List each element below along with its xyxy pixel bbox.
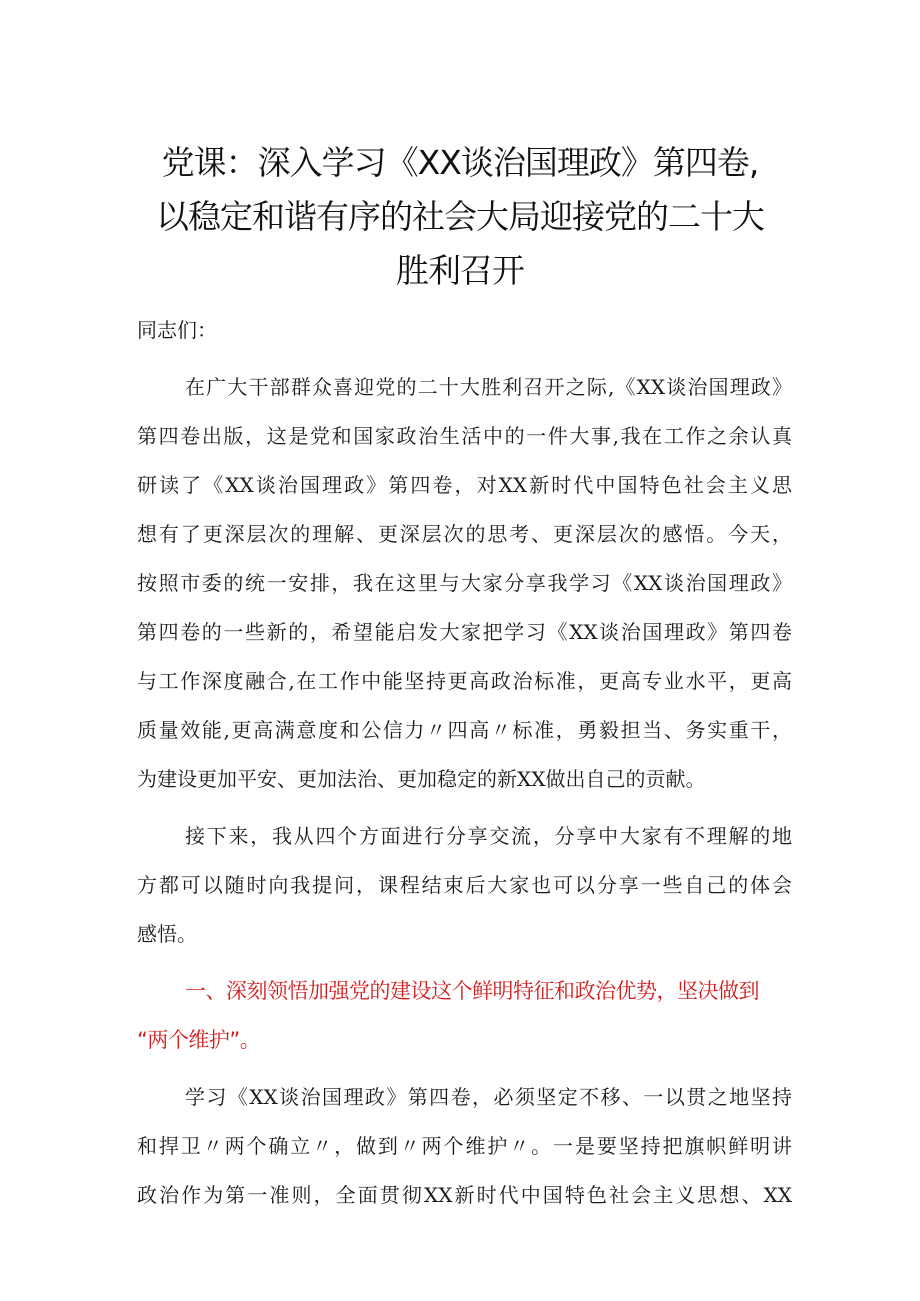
heading-line: “两个维护”。	[137, 1028, 261, 1052]
paragraph-line: 接下来，我从四个方面进行分享交流，分享中大家有不理解的地	[185, 824, 792, 848]
title-line: 党课：深入学习《XX谈治国理政》第四卷,	[161, 143, 759, 182]
paragraph-line: 方都可以随时向我提问，课程结束后大家也可以分享一些自己的体会	[137, 873, 792, 897]
paragraph-line: 研读了《XX谈治国理政》第四卷，对XX新时代中国特色社会主义思	[137, 473, 792, 497]
section-heading-1	[137, 967, 792, 1065]
paragraph-line: 政治作为第一准则，全面贯彻XX新时代中国特色社会主义思想、XX	[137, 1183, 792, 1207]
paragraph-line: 与工作深度融合,在工作中能坚持更高政治标准，更高专业水平，更高	[137, 669, 792, 693]
paragraph-line: 按照市委的统一安排，我在这里与大家分享我学习《XX谈治国理政》	[137, 571, 792, 595]
paragraph-line: 想有了更深层次的理解、更深层次的思考、更深层次的感悟。今天，	[137, 522, 792, 546]
salutation: 同志们：	[137, 318, 217, 342]
paragraph-line: 在广大干部群众喜迎党的二十大胜利召开之际,《XX谈治国理政》	[185, 375, 792, 399]
paragraph-line: 质量效能,更高满意度和公信力〃四高〃标准，勇毅担当、务实重干，	[137, 718, 792, 742]
paragraph-line: 感悟。	[137, 922, 197, 946]
paragraph-1	[137, 363, 792, 804]
heading-line: 一、深刻领悟加强党的建设这个鲜明特征和政治优势，坚决做到	[185, 979, 759, 1003]
paragraph-line: 和捍卫〃两个确立〃，做到〃两个维护〃。一是要坚持把旗帜鲜明讲	[137, 1134, 792, 1158]
paragraph-line: 为建设更加平安、更加法治、更加稳定的新XX做出自己的贡献。	[137, 767, 706, 791]
title-line: 胜利召开	[396, 251, 524, 290]
paragraph-3	[137, 1073, 792, 1220]
paragraph-line: 第四卷的一些新的，希望能启发大家把学习《XX谈治国理政》第四卷	[137, 620, 792, 644]
paragraph-line: 第四卷出版，这是党和国家政治生活中的一件大事,我在工作之余认真	[137, 424, 792, 448]
paragraph-line: 学习《XX谈治国理政》第四卷，必须坚定不移、一以贯之地坚持	[185, 1085, 792, 1109]
document-title	[120, 136, 800, 298]
title-line: 以稳定和谐有序的社会大局迎接党的二十大	[156, 197, 764, 236]
paragraph-2	[137, 812, 792, 959]
document-body	[137, 306, 792, 1220]
